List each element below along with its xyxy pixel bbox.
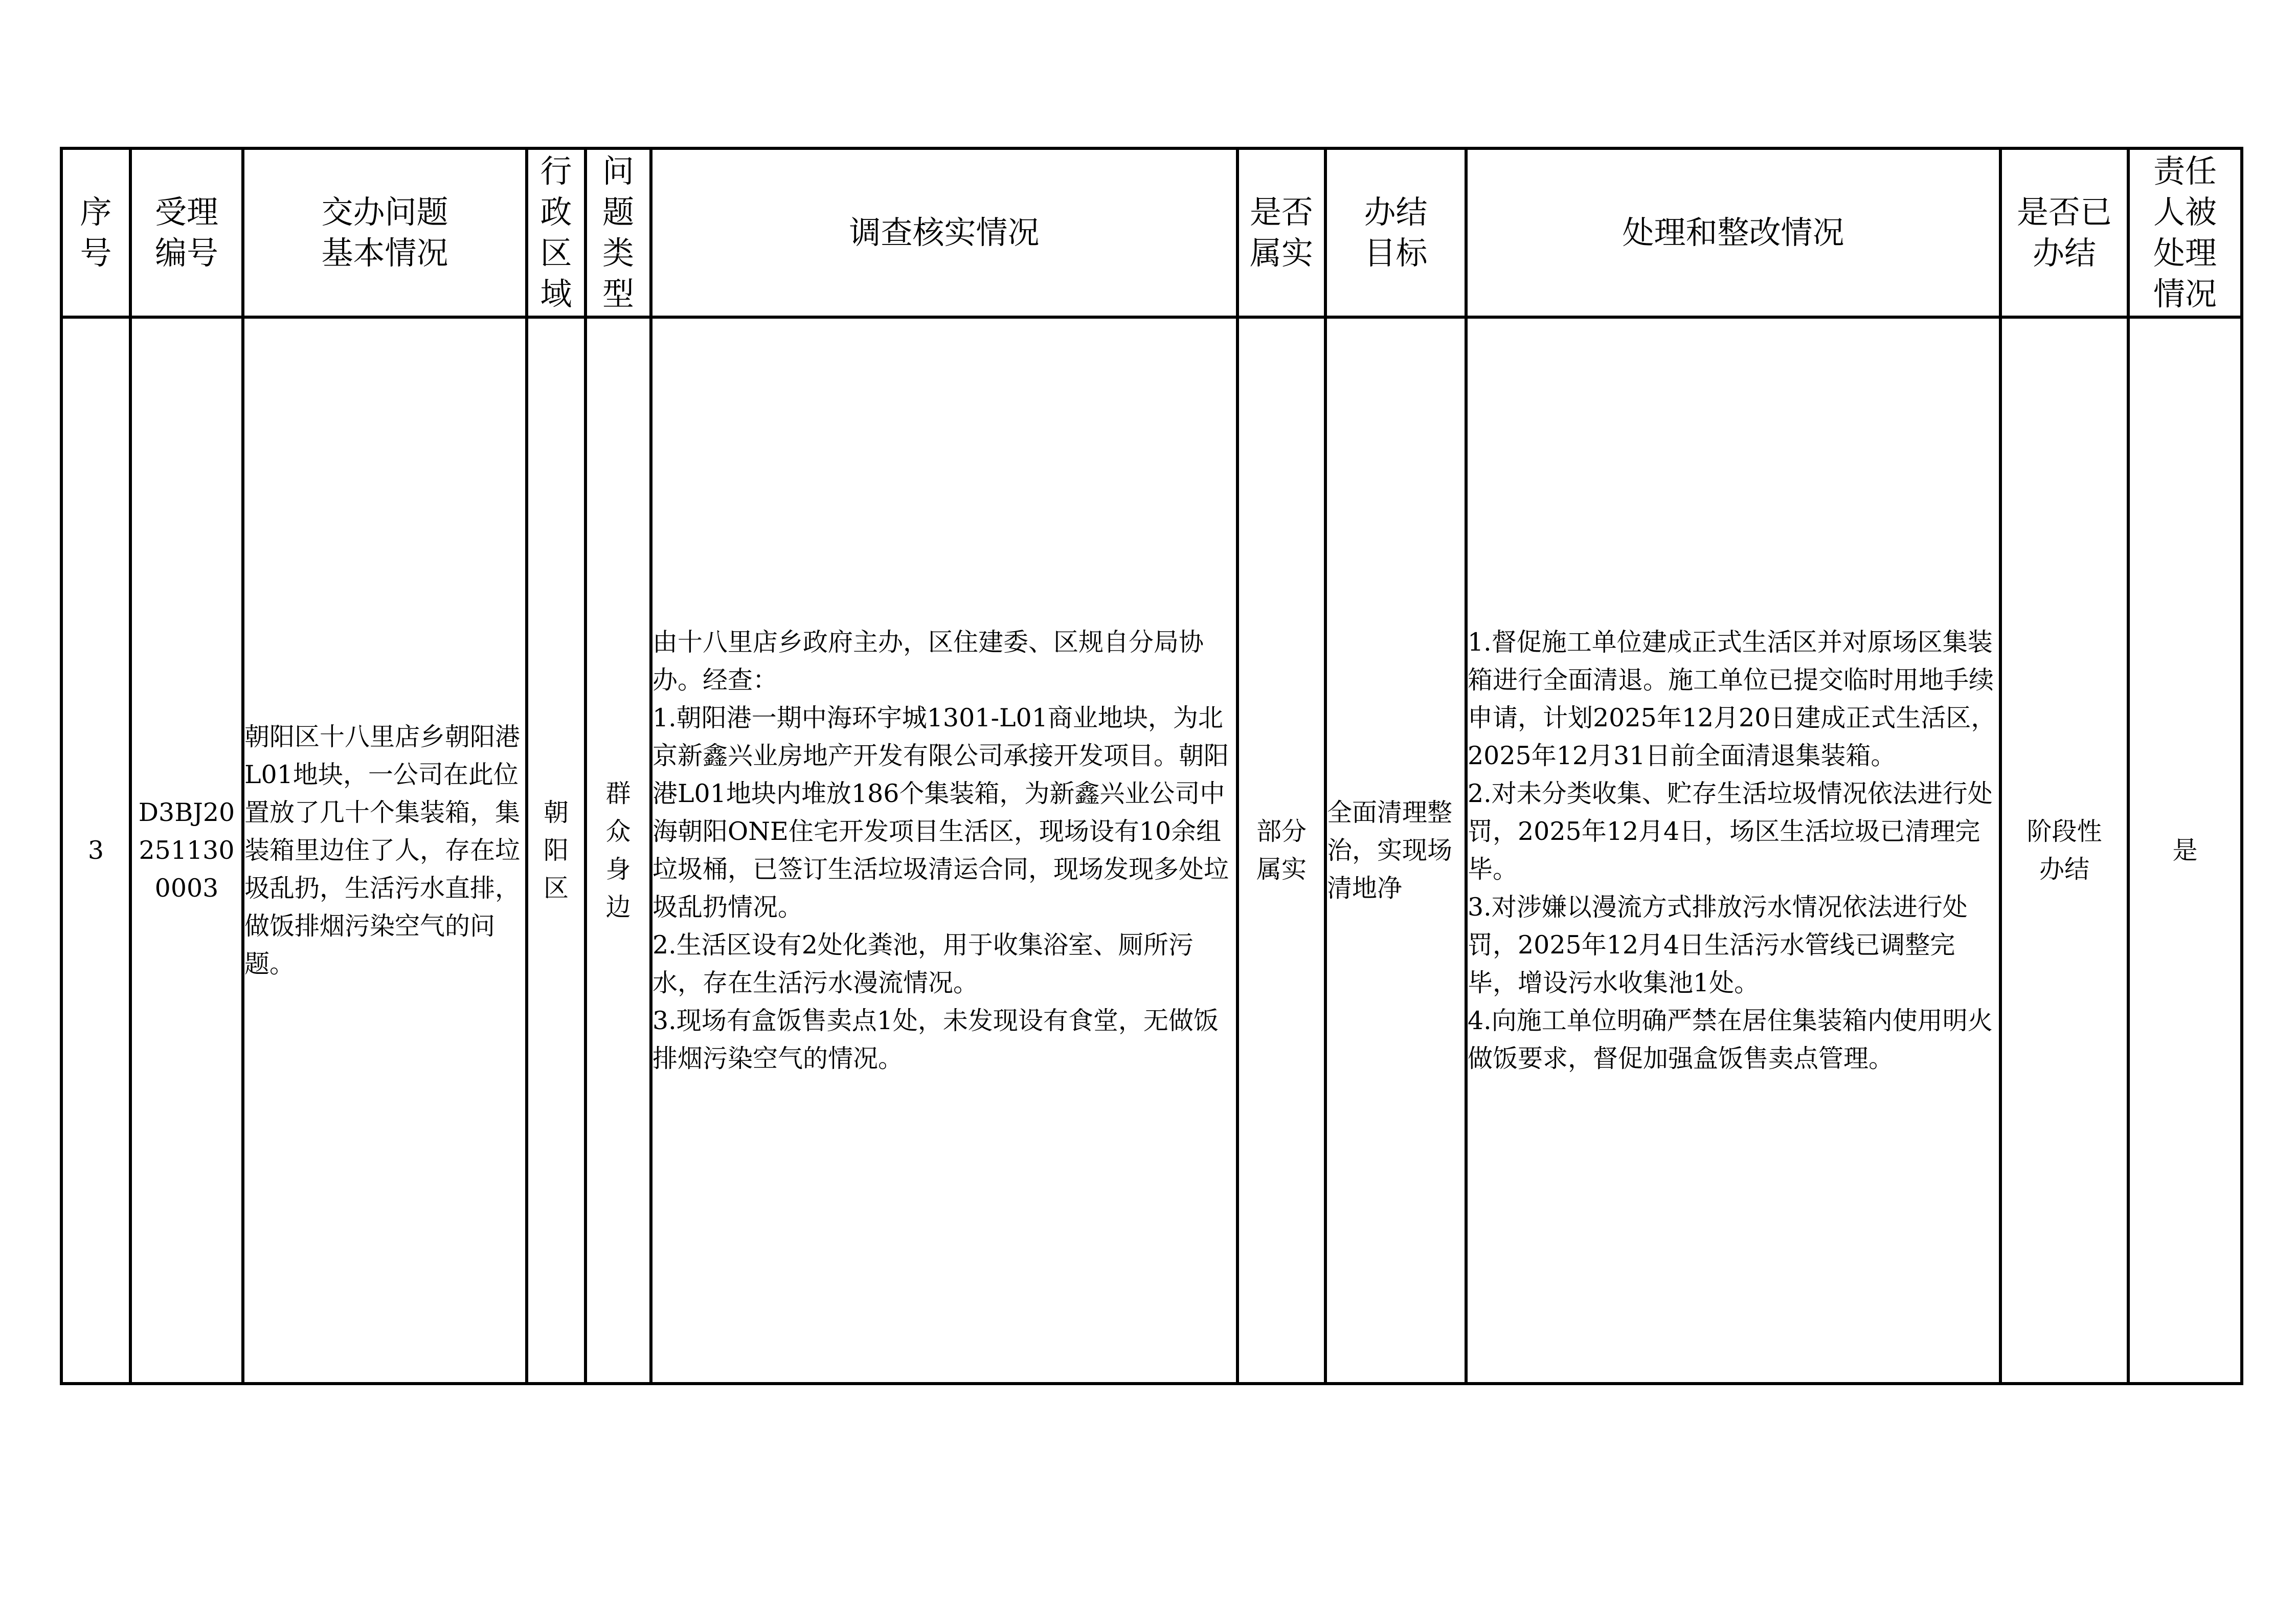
header-target: 办结 目标 [1325,148,1466,317]
header-investigation: 调查核实情况 [651,148,1237,317]
header-district-label: 行政区域 [540,152,572,313]
header-handling: 处理和整改情况 [1466,148,2000,317]
cell-investigation [651,317,1237,1384]
cell-issue-type [586,317,651,1384]
cell-issue-type-text: 群众身边 [605,778,631,922]
header-completed: 是否已 办结 [2000,148,2128,317]
cell-issue [243,317,527,1384]
header-issue-type-label: 问题类型 [602,152,635,313]
header-district [527,148,586,317]
header-seq: 序 号 [61,148,130,317]
case-report-table [60,147,2243,1385]
cell-responsible: 是 [2128,317,2242,1384]
header-acceptance-no: 受理 编号 [130,148,243,317]
table-row [61,317,2242,1384]
cell-handling-text: 1.督促施工单位建成正式生活区并对原场区集装箱进行全面清退。施工单位已提交临时用地手续申请，计划2025年12月20日建成正式生活区，2025年12月31日前全面清退集装箱。 2.对未分类收集、贮存生活垃圾情况依法进行处罚，2025年12月4日，场区生活垃圾已清理完毕。 3.对涉嫌以漫流方式排放污水情况依法进行处罚，2025年12月4日生活污水管线已调整完毕，增设污水收集池1处。 4.向施工单位明确严禁在居住集装箱内使用明火做饭要求，督促加强盒饭售卖点管理。 [1468,627,1996,1073]
cell-handling [1466,317,2000,1384]
cell-completed: 阶段性 办结 [2000,317,2128,1384]
cell-verified: 部分 属实 [1237,317,1325,1384]
cell-target-text: 全面清理整治，实现场清地净 [1327,797,1453,903]
cell-target [1325,317,1466,1384]
cell-seq: 3 [61,317,130,1384]
table-header-row [61,148,2242,317]
header-issue: 交办问题 基本情况 [243,148,527,317]
cell-district [527,317,586,1384]
header-responsible: 责任 人被 处理 情况 [2128,148,2242,317]
cell-investigation-text: 由十八里店乡政府主办，区住建委、区规自分局协办。经查： 1.朝阳港一期中海环宇城1301-L01商业地块，为北京新鑫兴业房地产开发有限公司承接开发项目。朝阳港L01地块内堆放186个集装箱，为新鑫兴业公司中海朝阳ONE住宅开发项目生活区，现场设有10余组垃圾桶，已签订生活垃圾清运合同，现场发现多处垃圾乱扔情况。 2.生活区设有2处化粪池，用于收集浴室、厕所污水，存在生活污水漫流情况。 3.现场有盒饭售卖点1处，未发现设有食堂，无做饭排烟污染空气的情况。 [652,627,1229,1073]
cell-district-text: 朝阳区 [543,797,569,903]
header-issue-type [586,148,651,317]
header-verified: 是否 属实 [1237,148,1325,317]
cell-issue-text: 朝阳区十八里店乡朝阳港L01地块，一公司在此位置放了几十个集装箱，集装箱里边住了人，存在垃圾乱扔，生活污水直排，做饭排烟污染空气的问题。 [244,722,521,978]
cell-acceptance-no: D3BJ20 251130 0003 [130,317,243,1384]
